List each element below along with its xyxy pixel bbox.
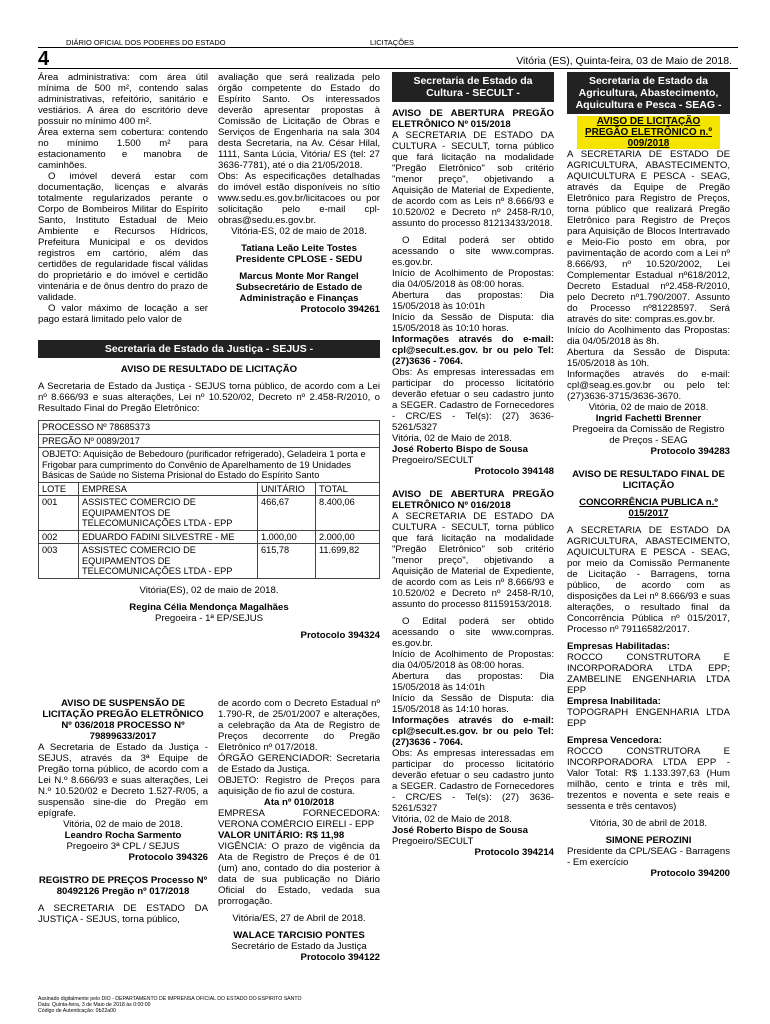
paragraph: A Secretaria de Estado da Justiça - SEJUS torna público, de acordo com a Lei nº 8.666/93 e suas alterações, Lei nº 10.520/02, Decreto nº 2.458-R/2010, o Resultado Final do Pregão Eletrônico: [38, 381, 380, 414]
paragraph: Abertura das propostas: Dia 15/05/2018 às 10:01h [392, 290, 554, 312]
paragraph: ROCCO CONSTRUTORA E INCORPORADORA LTDA EPP; ZAMBELINE ENGENHARIA LTDA EPP [567, 652, 730, 696]
header-rule-2 [38, 68, 738, 69]
table-row [39, 421, 380, 435]
signatory-name: SIMONE PEROZINI [605, 835, 692, 846]
paragraph: de acordo com o Decreto Estadual nº 1.790-R, de 25/01/2007 e alterações, a celebração da Ata de Registro de Preços decorrente do Pregão Eletrônico nº 017/2018. [218, 698, 380, 753]
paragraph: TOPOGRAPH ENGENHARIA LTDA EPP [567, 707, 730, 729]
table-cell: 001 [39, 496, 79, 531]
section-name: LICITAÇÕES [370, 38, 415, 47]
field-label: Empresa Inabilitada: [567, 696, 661, 707]
ata-number: Ata nº 010/2018 [263, 797, 335, 808]
paragraph: A SECRETARIA DE ESTADO DA JUSTIÇA - SEJUS, torna público, [38, 903, 208, 925]
signatory-role: Pregoeira - 1ª EP/SEJUS [154, 612, 264, 624]
paragraph: Informações através do e-mail: cpl@secult.es.gov. br ou pelo Tel: (27)3636 - 7064. [392, 334, 554, 367]
page-footer [38, 996, 398, 1014]
paragraph: O imóvel deverá estar com documentação, licenças e alvarás totalmente regularizados perante o Corpo de Bombeiros Militar do Espírito Santo, Instituto Estadual de Meio Ambiente e Recursos Hídricos, Prefeitura Municipal e os devidos registros em cartório, além das certidões de regularidade fiscal válidas do proprietário e do imóvel e certidão vintenária e de ônus dentro do prazo de validade. [38, 171, 208, 303]
paragraph: Início da Sessão de Disputa: dia 15/05/2018 às 14:10 horas. [392, 693, 554, 715]
footer-line: Data: Quinta-feira, 3 de Maio de 2018 às 0:00:00 [38, 1002, 151, 1008]
signatory-name: Ingrid Fachetti Brenner [595, 413, 702, 424]
protocol-number: Protocolo 394261 [300, 304, 380, 315]
signatory-role: Secretário de Estado da Justiça [231, 941, 367, 952]
paragraph: Início de Acolhimento de Propostas: dia 04/05/2018 às 08:00 horas. [392, 268, 554, 290]
notice-title: AVISO DE ABERTURA PREGÃO ELETRÔNICO Nº 016/2018 [392, 489, 554, 511]
table-cell: 1.000,00 [258, 530, 316, 544]
date-line: Vitória(ES), 02 de maio de 2018. [139, 584, 279, 596]
table-cell: EDUARDO FADINI SILVESTRE - ME [79, 530, 258, 544]
signatory-name: WALACE TARCISIO PONTES [233, 930, 365, 941]
footer-line: Código de Autenticação: 0b22a00 [38, 1008, 116, 1014]
paragraph: avaliação que será realizada pelo órgão competente do Estado do Espírito Santo. Os interessados deverão apresentar propostas à Comissão de Licitação de Obras e Serviços de Engenharia na sala 304 desta Secretaria, na Av. César Hilal, 1111, Santa Lúcia, Vitória/ ES (tel: 27 3636-7781), até o dia 21/05/2018. [218, 72, 380, 171]
result-table [38, 420, 380, 579]
paragraph: A SECRETARIA DE ESTADO DA CULTURA - SECULT, torna público que fará licitação na modalidade "Pregão Eletrônico" sob critério "menor preço", objetivando a Aquisição de Material de Expediente, de acordo com as Leis nº 8.666/93 e 10.520/02 e Decreto nº 2458-R/10, assunto do processo 81159153/2018. [392, 511, 554, 610]
table-cell: 8.400,06 [316, 496, 380, 531]
notice-title: AVISO DE RESULTADO DE LICITAÇÃO [120, 364, 298, 375]
table-cell: PROCESSO Nº 78685373 [39, 421, 380, 435]
notice-title: AVISO DE ABERTURA PREGÃO ELETRÔNICO Nº 015/2018 [392, 108, 554, 130]
paragraph: A Secretaria de Estado da Justiça - SEJUS, através da 3ª Equipe de Pregão torna público, de acordo com a Lei N.º 8.666/93 e suas alterações, Lei N.º 10.520/02 e Decreto 1.527-R/05, a suspensão sine-die do Pregão em epígrafe. [38, 742, 208, 819]
field-label: Empresa Vencedora: [567, 735, 662, 746]
column-header: TOTAL [316, 482, 380, 496]
protocol-number: Protocolo 394214 [474, 847, 554, 858]
column-2 [218, 72, 380, 315]
table-cell: 615,78 [258, 544, 316, 579]
paragraph: O Edital poderá ser obtido acessando o site www.compras. es.gov.br. [392, 235, 554, 268]
signatory-name: Regina Célia Mendonça Magalhães [129, 601, 289, 613]
table-header-row [39, 482, 380, 496]
paragraph: VALOR UNITÁRIO: R$ 11,98 [218, 830, 345, 841]
column-1 [38, 72, 208, 325]
signatory-role: Pregoeira da Comissão de Registro de Preços - SEAG [572, 424, 725, 446]
date-line: Vitória/ES, 27 de Abril de 2018. [232, 913, 366, 924]
column-4 [567, 72, 730, 879]
date-line: Vitória, 02 de maio de 2018. [63, 819, 183, 830]
table-row [39, 448, 380, 483]
table-cell: 002 [39, 530, 79, 544]
paragraph: O Edital poderá ser obtido acessando o site www.compras. es.gov.br. [392, 616, 554, 649]
paragraph: Abertura da Sessão de Disputa: 15/05/2018 às 10h. [567, 347, 730, 369]
signatory-role: Subsecretário de Estado de Administração e Finanças [235, 282, 363, 304]
paragraph: ROCCO CONSTRUTORA E INCORPORADORA LTDA EPP - Valor Total: R$ 1.133.397,63 (Hum milhão, cento e trinta e três mil, trezentos e noventa e sete reais e sessenta e três centavos) [567, 746, 730, 812]
signatory-name: Marcus Monte Mor Rangel [239, 271, 359, 282]
date-line: Vitória, 02 de Maio de 2018. [392, 814, 512, 825]
paragraph: A SECRETARIA DE ESTADO DA AGRICULTURA, ABASTECIMENTO, AQUICULTURA E PESCA - SEAG, por meio da Comissão Permanente de Licitação - Barragens, torna público, de acordo com as disposições da Lei nº 8.666/93 e suas alterações, o resultado final da Concorrência Pública nº 015/2017, Processo nº 79116582/2017. [567, 525, 730, 635]
paragraph: Informações através do e-mail: cpl@secult.es.gov. br ou pelo Tel: (27)3636 - 7064. [392, 715, 554, 748]
table-row [39, 530, 380, 544]
column-1-bottom [38, 698, 208, 925]
table-row [39, 434, 380, 448]
paragraph: Área externa sem cobertura: contendo no mínimo 1.500 m² para estacionamento e manobra de caminhões. [38, 127, 208, 171]
paragraph: VIGÊNCIA: O prazo de vigência da Ata de Registro de Preços é de 01 (um) ano, contado do dia posterior à data de sua publicação no Diário Oficial do Estado, vedada sua prorrogação. [218, 841, 380, 907]
sejus-section [38, 340, 380, 641]
protocol-number: Protocolo 394283 [650, 446, 730, 457]
notice-title: AVISO DE SUSPENSÃO DE LICITAÇÃO PREGÃO ELETRÔNICO Nº 036/2018 PROCESSO Nº 79899633/2017 [42, 698, 204, 742]
signatory-name: Tatiana Leão Leite Tostes [241, 243, 357, 254]
protocol-number: Protocolo 394200 [650, 868, 730, 879]
signatory-role: Pregoeiro/SECULT [392, 455, 474, 466]
paragraph: Obs: As empresas interessadas em participar do processo licitatório deverão efetuar o seu cadastro junto a SEGER. Cadastro de Fornecedores - CRC/ES - Tel(s): (27) 3636-5261/5327 [392, 748, 554, 814]
column-header: EMPRESA [79, 482, 258, 496]
signatory-name: José Roberto Bispo de Sousa [392, 444, 528, 455]
signatory-role: Presidente da CPL/SEAG - Barragens - Em exercício [567, 846, 730, 868]
table-cell: 2.000,00 [316, 530, 380, 544]
signatory-name: José Roberto Bispo de Sousa [392, 825, 528, 836]
signatory-role: Pregoeiro/SECULT [392, 836, 474, 847]
paragraph: Abertura das propostas: Dia 15/05/2018 às 14:01h [392, 671, 554, 693]
table-cell: PREGÃO Nº 0089/2017 [39, 434, 380, 448]
header-rule [38, 47, 738, 48]
notice-subtitle: CONCORRÊNCIA PUBLICA n.º 015/2017 [579, 497, 718, 519]
date-line: Vitória, 02 de Maio de 2018. [392, 433, 512, 444]
section-banner: Secretaria de Estado da Agricultura, Abastecimento, Aquicultura e Pesca - SEAG - [567, 72, 730, 114]
paragraph: Obs: As especificações detalhadas do imóvel estão disponíveis no sítio www.sedu.es.gov.br/licitacoes ou por solicitação pelo e-mail cpl-obras@sedu.es.gov.br. [218, 171, 380, 226]
paragraph: OBJETO: Registro de Preços para aquisição de fio azul de costura. [218, 775, 380, 797]
paragraph: Início da Sessão de Disputa: dia 15/05/2018 às 10:10 horas. [392, 312, 554, 334]
notice-title: REGISTRO DE PREÇOS Processo Nº 80492126 Pregão nº 017/2018 [38, 875, 208, 897]
protocol-number: Protocolo 394324 [300, 629, 380, 641]
column-3 [392, 72, 554, 858]
table-row [39, 496, 380, 531]
signatory-role: Presidente CPLOSE - SEDU [235, 254, 363, 265]
highlighted-notice: AVISO DE LICITAÇÃO PREGÃO ELETRÔNICO n.º 009/2018 [577, 116, 720, 149]
table-cell: 003 [39, 544, 79, 579]
table-cell: 466,67 [258, 496, 316, 531]
table-cell: ASSISTEC COMERCIO DE EQUIPAMENTOS DE TELECOMUNICAÇÕES LTDA - EPP [79, 496, 258, 531]
paragraph: Início de Acolhimento de Propostas: dia 04/05/2018 às 08:00 horas. [392, 649, 554, 671]
table-cell: ASSISTEC COMERCIO DE EQUIPAMENTOS DE TELECOMUNICAÇÕES LTDA - EPP [79, 544, 258, 579]
protocol-number: Protocolo 394326 [128, 852, 208, 863]
paragraph: EMPRESA FORNECEDORA: VERONA COMÉRCIO EIRELI - EPP [218, 808, 380, 830]
date-line: Vitória-ES, 02 de maio de 2018. [231, 226, 367, 237]
table-cell: 11.699,82 [316, 544, 380, 579]
paragraph: Área administrativa: com área útil mínima de 500 m², contendo salas administrativas, refeitório, sanitário e vestiários. A área do escritório deve possuir no mínimo 400 m². [38, 72, 208, 127]
column-header: LOTE [39, 482, 79, 496]
protocol-number: Protocolo 394122 [300, 952, 380, 963]
table-cell: OBJETO: Aquisição de Bebedouro (purificador refrigerado), Geladeira 1 porta e Frigobar para cumprimento do Convênio de Aparelhamento de 19 Unidades Básicas de Saúde no Sistema Prisional do Estado do Espírito Santo [39, 448, 380, 483]
column-header: UNITÁRIO [258, 482, 316, 496]
dateline: Vitória (ES), Quinta-feira, 03 de Maio de 2018. [516, 55, 732, 67]
section-banner: Secretaria de Estado da Justiça - SEJUS - [38, 340, 380, 358]
field-label: Empresas Habilitadas: [567, 641, 670, 652]
paragraph: ÓRGÃO GERENCIADOR: Secretaria de Estado da Justiça. [218, 753, 380, 775]
page-number: 4 [38, 48, 50, 70]
signatory-name: Leandro Rocha Sarmento [64, 830, 182, 841]
publication-name: DIÁRIO OFICIAL DOS PODERES DO ESTADO [66, 38, 226, 47]
date-line: Vitória, 30 de abril de 2018. [589, 818, 708, 829]
column-2-bottom [218, 698, 380, 963]
paragraph: A SECRETARIA DE ESTADO DA CULTURA - SECULT, torna público que fará licitação na modalidade "Pregão Eletrônico" sob critério "menor preço", objetivando a Aquisição de Material de Expediente, de acordo com as Leis nº 8.666/93 e 10.520/02 e Decreto nº 2458-R/10, assunto do processo 81213433/2018. [392, 130, 554, 229]
paragraph: Informações através do e-mail: cpl@seag.es.gov.br ou pelo tel: (27)3636-3715/3636-3670. [567, 369, 730, 402]
paragraph: Obs: As empresas interessadas em participar do processo licitatório deverão efetuar o seu cadastro junto a SEGER. Cadastro de Fornecedores - CRC/ES - Tel(s): (27) 3636-5261/5327 [392, 367, 554, 433]
signatory-role: Pregoeiro 3ª CPL / SEJUS [66, 841, 180, 852]
notice-title: AVISO DE RESULTADO FINAL DE LICITAÇÃO [572, 469, 725, 491]
protocol-number: Protocolo 394148 [474, 466, 554, 477]
date-line: Vitória, 02 de maio de 2018. [588, 402, 709, 413]
table-row [39, 544, 380, 579]
paragraph: O valor máximo de locação a ser pago estará limitado pelo valor de [38, 303, 208, 325]
paragraph: Início do Acolhimento das Propostas: dia 04/05/2018 às 8h. [567, 325, 730, 347]
paragraph: A SECRETARIA DE ESTADO DE AGRICULTURA, ABASTECIMENTO, AQUICULTURA E PESCA - SEAG, através da Equipe de Pregão Eletrônico para Registro de Preços, torna público que realizará Pregão Eletrônico para Registro de Preços para Aquisição de Blocos Intertravado e Meio-Fio posto em obra, por pavimentação de acordo com a Lei nº 8.666/93, nº 10.520/2002, Lei Complementar Estadual nº618/2012, Decreto Estadual nº2.458-R/2010, pelo Decreto nº1.790/2007. Assunto do Processo nº81228597. Será através do site: compras.es.gov.br. [567, 149, 730, 325]
section-banner: Secretaria de Estado da Cultura - SECULT - [392, 72, 554, 102]
footer-line: Assinado digitalmente pelo DIO - DEPARTAMENTO DE IMPRENSA OFICIAL DO ESTADO DO ESPIRITO SANTO [38, 996, 302, 1002]
